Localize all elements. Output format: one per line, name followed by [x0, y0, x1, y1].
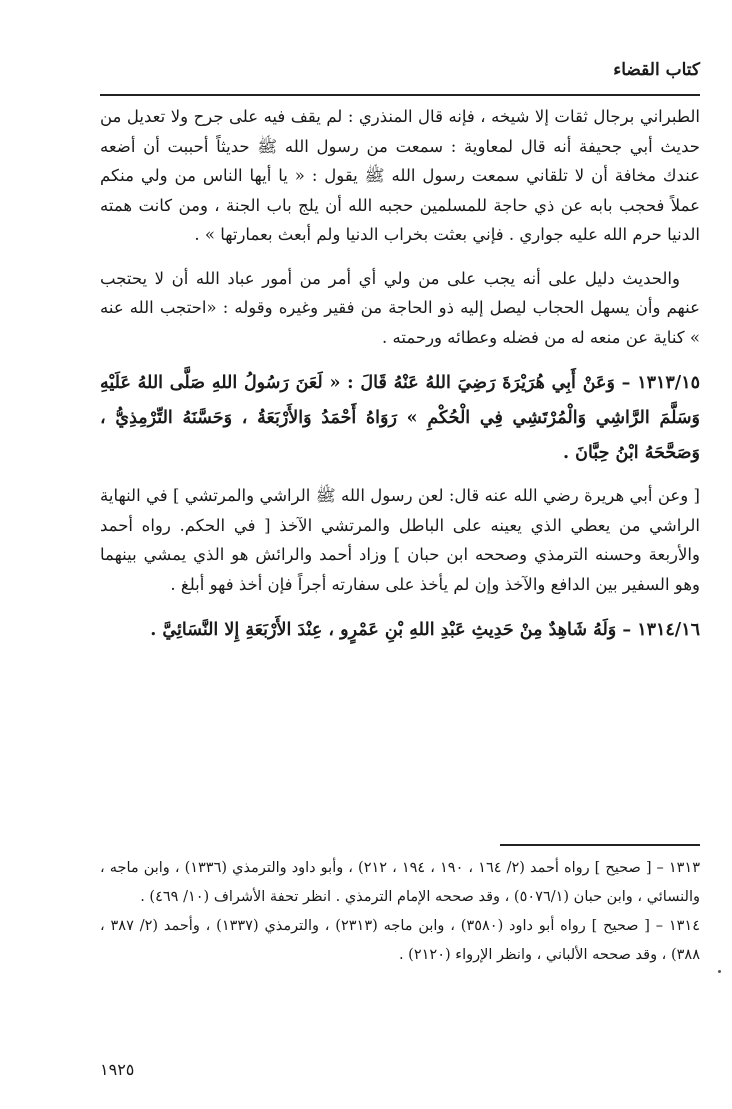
- page-number: ١٩٢٥: [100, 1060, 135, 1079]
- hadith-text: ١٣١٤/١٦ – وَلَهُ شَاهِدٌ مِنْ حَدِيثِ عَبْدِ اللهِ بْنِ عَمْرٍو ، عِنْدَ الأَرْبَعَةِ إِلا النَّسَائِيَّ .: [150, 620, 700, 640]
- running-header: كتاب القضاء: [613, 60, 700, 80]
- commentary-paragraph: [ وعن أبي هريرة رضي الله عنه قال: لعن رسول الله ﷺ الراشي والمرتشي ] في النهاية الراشي من يعطي الذي يعينه على الباطل والمرتشي الآخذ [ في الحكم. رواه أحمد والأربعة وحسنه الترمذي وصححه ابن حبان ] وزاد أحمد والرائش هو الذي يمشي بينهما وهو السفير بين الدافع والآخذ وإن لم يأخذ على سفارته أجراً فإن أخذ فهو أبلغ .: [100, 486, 700, 594]
- header-rule: [100, 94, 700, 96]
- margin-dot: [718, 970, 721, 973]
- hadith-text: ١٣١٣/١٥ – وَعَنْ أَبِي هُرَيْرَةَ رَضِيَ اللهُ عَنْهُ قَالَ : « لَعَنَ رَسُولُ اللهِ صَلَّى اللهُ عَلَيْهِ وَسَلَّمَ الرَّاشِي وَالْمُرْتَشِي فِي الْحُكْمِ » رَوَاهُ أَحْمَدُ وَالأَرْبَعَةُ ، وَحَسَّنَهُ التِّرْمِذِيُّ ، وَصَحَّحَهُ ابْنُ حِبَّانَ .: [100, 373, 700, 463]
- footnotes: [100, 854, 700, 970]
- commentary-paragraph: والحديث دليل على أنه يجب على من ولي أي أمر من أمور عباد الله أن لا يحتجب عنهم وأن يسهل الحجاب ليصل إليه ذو الحاجة من فقير وغيره وقوله : «احتجب الله عنه » كناية عن منعه له من فضله وعطائه ورحمته .: [100, 268, 700, 347]
- main-text: [100, 102, 700, 658]
- footnote: ١٣١٤ – [ صحيح ] رواه أبو داود (٣٥٨٠) ، وابن ماجه (٢٣١٣) ، والترمذي (١٣٣٧) ، وأحمد (٢/ ٣٨٧ ، ٣٨٨) ، وقد صححه الألباني ، وانظر الإرواء (٢١٢٠) .: [100, 918, 700, 963]
- footnote-rule: [500, 844, 700, 846]
- footnote: ١٣١٣ – [ صحيح ] رواه أحمد (٢/ ١٦٤ ، ١٩٠ ، ١٩٤ ، ٢١٢) ، وأبو داود والترمذي (١٣٣٦) ، وابن ماجه ، والنسائي ، وابن حبان (٥٠٧٦/١) ، وقد صححه الإمام الترمذي . انظر تحفة الأشراف (١٠/ ٤٦٩) .: [100, 860, 700, 905]
- commentary-paragraph: الطبراني برجال ثقات إلا شيخه ، فإنه قال المنذري : لم يقف فيه على جرح ولا تعديل من حديث أبي جحيفة أنه قال لمعاوية : سمعت من رسول الله ﷺ حديثاً أحببت أن أضعه عندك مخافة أن لا تلقاني سمعت رسول الله ﷺ يقول : « يا أيها الناس من ولي منكم عملاً فحجب بابه عن ذي حاجة للمسلمين حجبه الله أن يلج باب الجنة ، ومن كانت همته الدنيا حرم الله عليه جواري . فإني بعثت بخراب الدنيا ولم أبعث بعمارتها » .: [100, 107, 700, 244]
